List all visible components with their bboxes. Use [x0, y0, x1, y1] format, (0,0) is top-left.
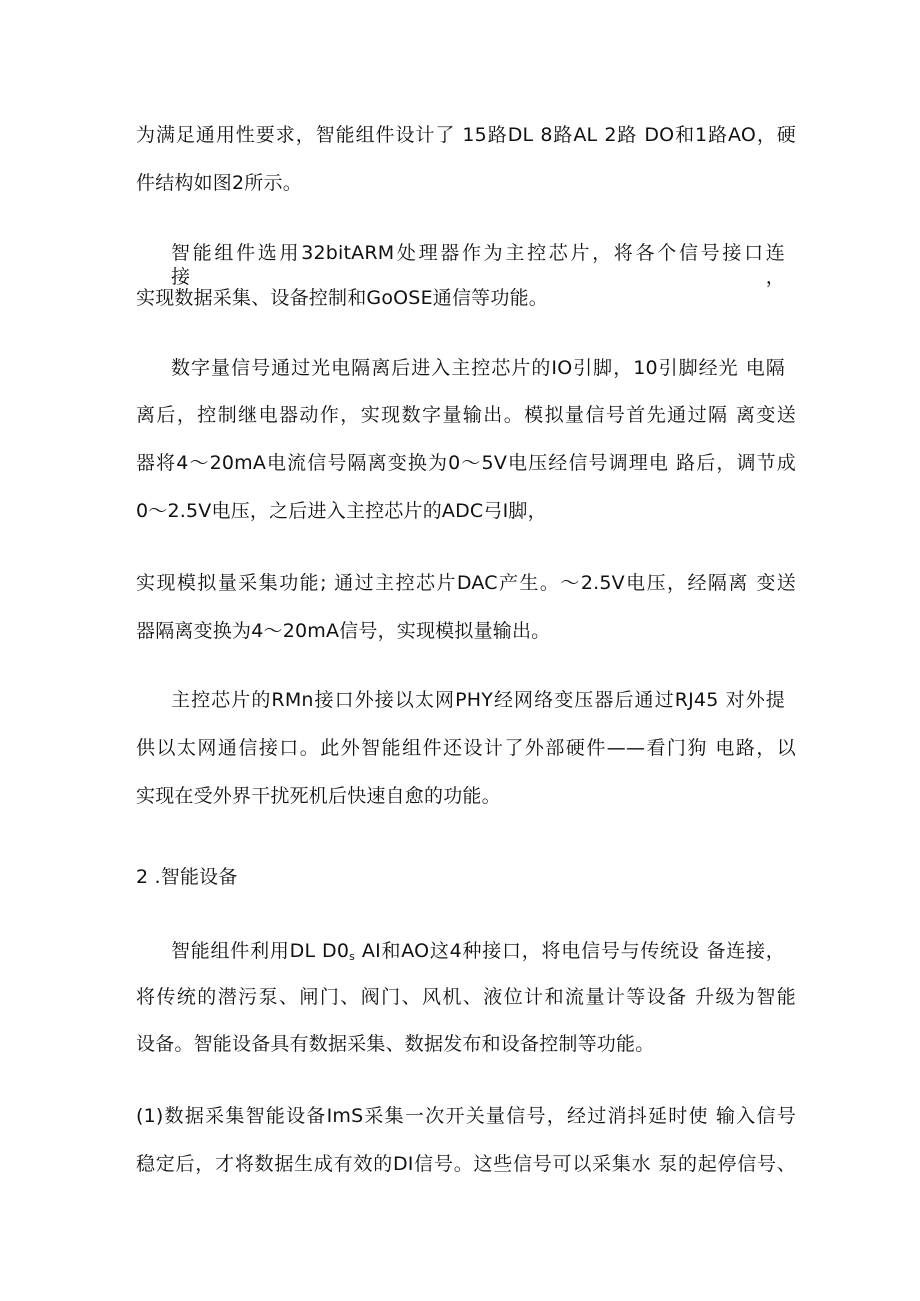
paragraph-3-line-4: 0～2.5V电压，之后进入主控芯片的ADC弓I脚，: [136, 500, 547, 522]
paragraph-6-line-1-subscript: s: [349, 950, 356, 963]
paragraph-2-line-2: 实现数据采集、设备控制和GoOSE通信等功能。: [136, 287, 548, 309]
paragraph-4-line-1: 实现模拟量采集功能; 通过主控芯片DAC产生。～2.5V电压，经隔离 变送: [136, 572, 796, 594]
paragraph-1-line-1: 为满足通用性要求，智能组件设计了 15路DL 8路AL 2路 DO和1路AO，硬: [136, 124, 796, 146]
paragraph-6-line-2: 将传统的潜污泵、闸门、阀门、风机、液位计和流量计等设备 升级为智能: [136, 986, 796, 1008]
paragraph-7-line-2: 稳定后，才将数据生成有效的DI信号。这些信号可以采集水 泵的起停信号、: [136, 1153, 796, 1175]
paragraph-3-line-1: 数字量信号通过光电隔离后进入主控芯片的IO引脚，10引脚经光 电隔: [171, 357, 785, 379]
paragraph-5-line-3: 实现在受外界干扰死机后快速自愈的功能。: [136, 785, 501, 807]
section-heading: 2 .智能设备: [136, 866, 238, 888]
paragraph-5-line-2: 供以太网通信接口。此外智能组件还设计了外部硬件——看门狗 电路，以: [136, 737, 796, 759]
paragraph-2-line-1: 智能组件选用32bitARM处理器作为主控芯片，将各个信号接口连 接，: [171, 242, 811, 288]
paragraph-6-line-3: 设备。智能设备具有数据采集、数据发布和设备控制等功能。: [136, 1033, 655, 1055]
paragraph-3-line-3: 器将4～20mA电流信号隔离变换为0～5V电压经信号调理电 路后，调节成: [136, 452, 796, 474]
paragraph-6-line-1: [171, 939, 785, 969]
paragraph-6-line-1-post: AI和AO这4种接口，将电信号与传统设 备连接，: [355, 940, 785, 962]
paragraph-1-line-2: 件结构如图2所示。: [136, 172, 302, 194]
paragraph-4-line-2: 器隔离变换为4～20mA信号，实现模拟量输出。: [136, 620, 551, 642]
paragraph-3-line-2: 离后，控制继电器动作，实现数字量输出。模拟量信号首先通过隔 离变送: [136, 404, 796, 426]
paragraph-6-line-1-pre: 智能组件利用DL D0: [171, 940, 350, 962]
paragraph-7-line-1: (1)数据采集智能设备ImS采集一次开关量信号，经过消抖延时使 输入信号: [136, 1105, 796, 1127]
paragraph-5-line-1: 主控芯片的RMn接口外接以太网PHY经网络变压器后通过RJ45 对外提: [171, 689, 785, 711]
